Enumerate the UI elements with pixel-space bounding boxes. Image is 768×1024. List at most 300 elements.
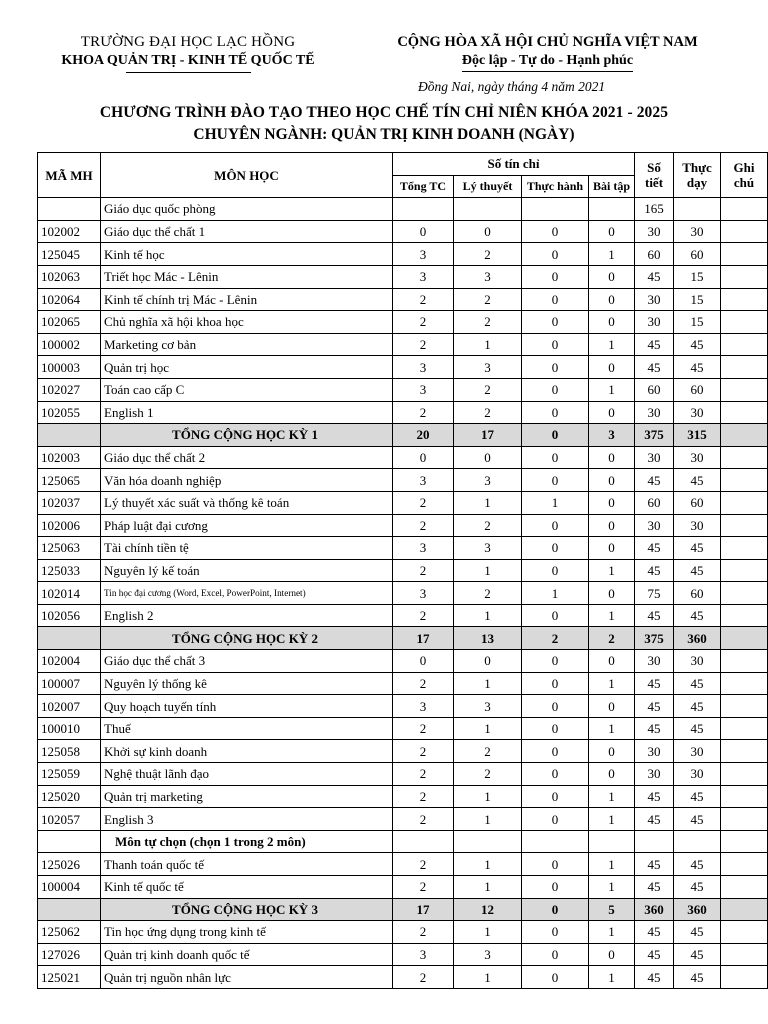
table-body [38,198,768,989]
teaching-cell: 45 [674,966,721,989]
major-title: CHUYÊN NGÀNH: QUẢN TRỊ KINH DOANH (NGÀY) [193,126,575,143]
total-credits-cell: 3 [393,378,454,401]
exercise-cell: 0 [589,650,635,673]
exercise-cell: 1 [589,378,635,401]
periods-cell: 45 [635,966,674,989]
course-code-cell: 102055 [38,401,101,424]
practice-cell: 0 [522,356,589,379]
periods-cell: 45 [635,808,674,831]
course-name-cell: Nghệ thuật lãnh đạo [101,763,393,786]
note-cell [721,243,768,266]
note-cell [721,898,768,921]
note-cell [721,401,768,424]
exercise-cell [589,830,635,853]
theory-cell: 2 [454,378,522,401]
periods-cell: 45 [635,537,674,560]
course-name-cell: Quản trị học [101,356,393,379]
practice-cell: 0 [522,785,589,808]
practice-cell: 0 [522,401,589,424]
periods-cell: 30 [635,288,674,311]
total-credits-cell: 2 [393,559,454,582]
course-name-cell: Giáo dục quốc phòng [101,198,393,221]
course-name-cell: English 1 [101,401,393,424]
exercise-cell: 1 [589,966,635,989]
course-row [38,559,768,582]
total-credits-cell: 2 [393,311,454,334]
periods-cell: 30 [635,650,674,673]
theory-cell: 2 [454,514,522,537]
course-name-cell: Giáo dục thể chất 1 [101,220,393,243]
total-credits-cell: 3 [393,265,454,288]
teaching-cell: 15 [674,311,721,334]
note-cell [721,491,768,514]
practice-cell: 0 [522,265,589,288]
course-name-cell: Nguyên lý thống kê [101,672,393,695]
note-cell [721,740,768,763]
school-name: TRƯỜNG ĐẠI HỌC LẠC HỒNG [80,34,296,50]
course-row [38,717,768,740]
exercise-cell: 0 [589,469,635,492]
course-row [38,491,768,514]
theory-cell: 2 [454,582,522,605]
teaching-cell: 30 [674,514,721,537]
total-credits-cell: 2 [393,333,454,356]
theory-cell: 1 [454,808,522,831]
elective-subheader-row [38,830,768,853]
course-code-cell: 100010 [38,717,101,740]
course-name-cell: Tin học đại cương (Word, Excel, PowerPoint, Internet) [101,582,393,605]
course-row [38,333,768,356]
course-name-cell: Giáo dục thể chất 2 [101,446,393,469]
table-header [38,153,768,198]
theory-cell: 3 [454,356,522,379]
note-cell [721,717,768,740]
course-code-cell: 127026 [38,943,101,966]
col-course-header: MÔN HỌC [101,153,393,198]
course-name-cell: Kinh tế quốc tế [101,876,393,899]
semester-total-row [38,627,768,650]
practice-cell: 0 [522,650,589,673]
total-credits-cell: 3 [393,537,454,560]
course-row [38,446,768,469]
republic-title: CỘNG HÒA XÃ HỘI CHỦ NGHĨA VIỆT NAM [397,34,698,50]
periods-cell: 30 [635,220,674,243]
practice-cell: 1 [522,582,589,605]
total-credits-cell: 2 [393,740,454,763]
course-code-cell: 100007 [38,672,101,695]
theory-cell: 17 [454,424,522,447]
periods-cell: 60 [635,243,674,266]
exercise-cell: 0 [589,446,635,469]
theory-cell: 2 [454,243,522,266]
practice-cell: 0 [522,220,589,243]
theory-cell: 1 [454,559,522,582]
course-row [38,740,768,763]
teaching-cell: 30 [674,650,721,673]
course-name-cell: Quản trị kinh doanh quốc tế [101,943,393,966]
course-code-cell: 100004 [38,876,101,899]
course-code-cell: 102007 [38,695,101,718]
course-row [38,356,768,379]
course-code-cell: 125065 [38,469,101,492]
total-credits-cell: 0 [393,650,454,673]
institution-header [38,33,338,73]
course-code-cell: 102056 [38,604,101,627]
faculty-name: KHOA QUẢN TRỊ - KINH TẾ QUỐC TẾ [61,53,315,68]
course-name-cell: Tài chính tiền tệ [101,537,393,560]
course-code-cell: 125059 [38,763,101,786]
note-cell [721,853,768,876]
practice-cell: 0 [522,853,589,876]
course-row [38,469,768,492]
practice-cell: 0 [522,898,589,921]
exercise-cell: 0 [589,763,635,786]
practice-cell: 0 [522,672,589,695]
note-cell [721,650,768,673]
course-code-cell: 102002 [38,220,101,243]
periods-cell: 165 [635,198,674,221]
course-code-cell: 102014 [38,582,101,605]
course-row [38,604,768,627]
exercise-cell: 0 [589,265,635,288]
course-row [38,650,768,673]
exercise-cell: 1 [589,785,635,808]
practice-cell: 0 [522,288,589,311]
course-name-cell: Quy hoạch tuyến tính [101,695,393,718]
course-row [38,378,768,401]
practice-cell [522,830,589,853]
total-credits-cell: 17 [393,898,454,921]
total-credits-cell: 2 [393,288,454,311]
practice-cell: 0 [522,559,589,582]
periods-cell: 45 [635,876,674,899]
periods-cell: 30 [635,763,674,786]
document-date: Đồng Nai, ngày tháng 4 năm 2021 [418,79,606,94]
theory-cell: 2 [454,311,522,334]
course-name-cell: Nguyên lý kế toán [101,559,393,582]
theory-cell: 1 [454,491,522,514]
theory-cell: 1 [454,604,522,627]
course-name-cell: Giáo dục thể chất 3 [101,650,393,673]
col-teaching-header: Thực dạy [674,153,721,198]
periods-cell: 45 [635,604,674,627]
course-code-cell: 102037 [38,491,101,514]
exercise-cell: 1 [589,717,635,740]
course-code-cell: 125062 [38,921,101,944]
teaching-cell: 45 [674,717,721,740]
theory-cell [454,830,522,853]
theory-cell: 1 [454,853,522,876]
total-credits-cell: 2 [393,966,454,989]
practice-cell [522,198,589,221]
practice-cell: 0 [522,333,589,356]
exercise-cell: 1 [589,243,635,266]
exercise-cell: 1 [589,559,635,582]
exercise-cell: 0 [589,582,635,605]
practice-cell: 0 [522,740,589,763]
course-row [38,288,768,311]
col-exercise-header: Bài tập [589,175,635,198]
theory-cell: 1 [454,717,522,740]
note-cell [721,785,768,808]
note-cell [721,469,768,492]
teaching-cell: 30 [674,763,721,786]
course-row [38,537,768,560]
periods-cell: 30 [635,514,674,537]
exercise-cell: 1 [589,672,635,695]
course-name-cell: English 2 [101,604,393,627]
total-credits-cell: 3 [393,695,454,718]
note-cell [721,582,768,605]
total-credits-cell: 3 [393,943,454,966]
total-credits-cell: 3 [393,582,454,605]
course-code-cell: 125021 [38,966,101,989]
elective-label: Môn tự chọn (chọn 1 trong 2 môn) [101,830,393,853]
course-row [38,763,768,786]
total-credits-cell: 2 [393,401,454,424]
note-cell [721,198,768,221]
theory-cell: 3 [454,943,522,966]
periods-cell: 375 [635,424,674,447]
theory-cell: 3 [454,469,522,492]
periods-cell: 45 [635,785,674,808]
course-row [38,514,768,537]
total-credits-cell: 2 [393,717,454,740]
practice-cell: 0 [522,717,589,740]
practice-cell: 0 [522,695,589,718]
periods-cell: 60 [635,378,674,401]
col-credits-group-header: Số tín chỉ [393,153,635,176]
practice-cell: 0 [522,808,589,831]
exercise-cell: 0 [589,311,635,334]
semester-total-label: TỔNG CỘNG HỌC KỲ 3 [101,898,393,921]
note-cell [721,966,768,989]
theory-cell: 1 [454,785,522,808]
total-credits-cell: 0 [393,220,454,243]
exercise-cell: 0 [589,695,635,718]
course-code-cell: 102003 [38,446,101,469]
practice-cell: 0 [522,378,589,401]
col-periods-header: Số tiết [635,153,674,198]
course-name-cell: Chủ nghĩa xã hội khoa học [101,311,393,334]
theory-cell: 2 [454,288,522,311]
theory-cell: 0 [454,446,522,469]
exercise-cell: 0 [589,514,635,537]
teaching-cell: 60 [674,243,721,266]
exercise-cell: 1 [589,333,635,356]
course-row [38,243,768,266]
course-name-cell: Văn hóa doanh nghiệp [101,469,393,492]
total-credits-cell: 2 [393,876,454,899]
note-cell [721,514,768,537]
note-cell [721,808,768,831]
teaching-cell: 60 [674,582,721,605]
note-cell [721,537,768,560]
col-total-header: Tổng TC [393,175,454,198]
total-credits-cell: 2 [393,514,454,537]
periods-cell: 45 [635,265,674,288]
theory-cell: 0 [454,650,522,673]
note-cell [721,943,768,966]
theory-cell: 0 [454,220,522,243]
practice-cell: 0 [522,424,589,447]
course-code-cell [38,898,101,921]
course-row [38,198,768,221]
theory-cell: 3 [454,695,522,718]
course-code-cell: 102065 [38,311,101,334]
periods-cell: 30 [635,740,674,763]
practice-cell: 0 [522,446,589,469]
course-name-cell: Quản trị nguồn nhân lực [101,966,393,989]
program-title: CHƯƠNG TRÌNH ĐÀO TẠO THEO HỌC CHẾ TÍN CHỈ NIÊN KHÓA 2021 - 2025 [99,104,669,121]
teaching-cell: 45 [674,537,721,560]
theory-cell: 1 [454,876,522,899]
col-practice-header: Thực hành [522,175,589,198]
course-name-cell: Kinh tế chính trị Mác - Lênin [101,288,393,311]
exercise-cell: 1 [589,876,635,899]
course-name-cell: Tin học ứng dụng trong kinh tế [101,921,393,944]
periods-cell: 45 [635,921,674,944]
course-code-cell: 102057 [38,808,101,831]
note-cell [721,265,768,288]
total-credits-cell: 0 [393,446,454,469]
periods-cell: 45 [635,469,674,492]
col-theory-header: Lý thuyết [454,175,522,198]
teaching-cell: 360 [674,627,721,650]
total-credits-cell: 2 [393,763,454,786]
theory-cell: 12 [454,898,522,921]
note-cell [721,333,768,356]
col-note-header: Ghi chú [721,153,768,198]
course-name-cell: Kinh tế học [101,243,393,266]
periods-cell: 45 [635,672,674,695]
exercise-cell: 0 [589,220,635,243]
practice-cell: 0 [522,537,589,560]
course-name-cell: Marketing cơ bản [101,333,393,356]
course-name-cell: Triết học Mác - Lênin [101,265,393,288]
course-code-cell: 102063 [38,265,101,288]
total-credits-cell [393,198,454,221]
teaching-cell: 360 [674,898,721,921]
note-cell [721,921,768,944]
note-cell [721,672,768,695]
teaching-cell: 45 [674,785,721,808]
course-code-cell: 100002 [38,333,101,356]
course-row [38,582,768,605]
practice-cell: 0 [522,966,589,989]
periods-cell [635,830,674,853]
semester-total-row [38,898,768,921]
course-code-cell: 125026 [38,853,101,876]
total-credits-cell: 2 [393,672,454,695]
total-credits-cell: 20 [393,424,454,447]
course-row [38,966,768,989]
total-credits-cell [393,830,454,853]
teaching-cell: 30 [674,740,721,763]
course-name-cell: Quản trị marketing [101,785,393,808]
note-cell [721,424,768,447]
curriculum-table [37,152,768,989]
exercise-cell: 5 [589,898,635,921]
course-code-cell: 102004 [38,650,101,673]
note-cell [721,311,768,334]
exercise-cell [589,198,635,221]
theory-cell: 2 [454,740,522,763]
course-row [38,401,768,424]
course-code-cell: 125045 [38,243,101,266]
course-row [38,808,768,831]
total-credits-cell: 3 [393,243,454,266]
periods-cell: 60 [635,491,674,514]
note-cell [721,830,768,853]
teaching-cell: 60 [674,491,721,514]
note-cell [721,356,768,379]
course-name-cell: Lý thuyết xác suất và thống kê toán [101,491,393,514]
practice-cell: 0 [522,943,589,966]
teaching-cell: 45 [674,356,721,379]
teaching-cell [674,830,721,853]
course-code-cell: 125020 [38,785,101,808]
practice-cell: 0 [522,876,589,899]
periods-cell: 45 [635,333,674,356]
teaching-cell: 45 [674,333,721,356]
total-credits-cell: 3 [393,356,454,379]
practice-cell: 0 [522,469,589,492]
teaching-cell: 315 [674,424,721,447]
course-row [38,853,768,876]
total-credits-cell: 3 [393,469,454,492]
practice-cell: 0 [522,243,589,266]
practice-cell: 0 [522,763,589,786]
course-row [38,311,768,334]
note-cell [721,627,768,650]
teaching-cell: 30 [674,446,721,469]
practice-cell: 0 [522,311,589,334]
course-name-cell: Pháp luật đại cương [101,514,393,537]
course-code-cell: 125033 [38,559,101,582]
course-code-cell [38,198,101,221]
course-row [38,695,768,718]
total-credits-cell: 2 [393,853,454,876]
note-cell [721,604,768,627]
periods-cell: 45 [635,356,674,379]
practice-cell: 1 [522,491,589,514]
theory-cell [454,198,522,221]
semester-total-row [38,424,768,447]
exercise-cell: 0 [589,356,635,379]
note-cell [721,695,768,718]
course-row [38,265,768,288]
note-cell [721,876,768,899]
col-code-header: MÃ MH [38,153,101,198]
exercise-cell: 0 [589,943,635,966]
practice-cell: 0 [522,514,589,537]
exercise-cell: 3 [589,424,635,447]
note-cell [721,559,768,582]
course-code-cell: 102064 [38,288,101,311]
theory-cell: 1 [454,921,522,944]
course-row [38,921,768,944]
theory-cell: 1 [454,672,522,695]
course-code-cell: 102027 [38,378,101,401]
theory-cell: 2 [454,401,522,424]
exercise-cell: 0 [589,288,635,311]
practice-cell: 2 [522,627,589,650]
course-name-cell: Thanh toán quốc tế [101,853,393,876]
teaching-cell: 45 [674,943,721,966]
note-cell [721,378,768,401]
national-motto: Độc lập - Tự do - Hạnh phúc [462,51,633,72]
